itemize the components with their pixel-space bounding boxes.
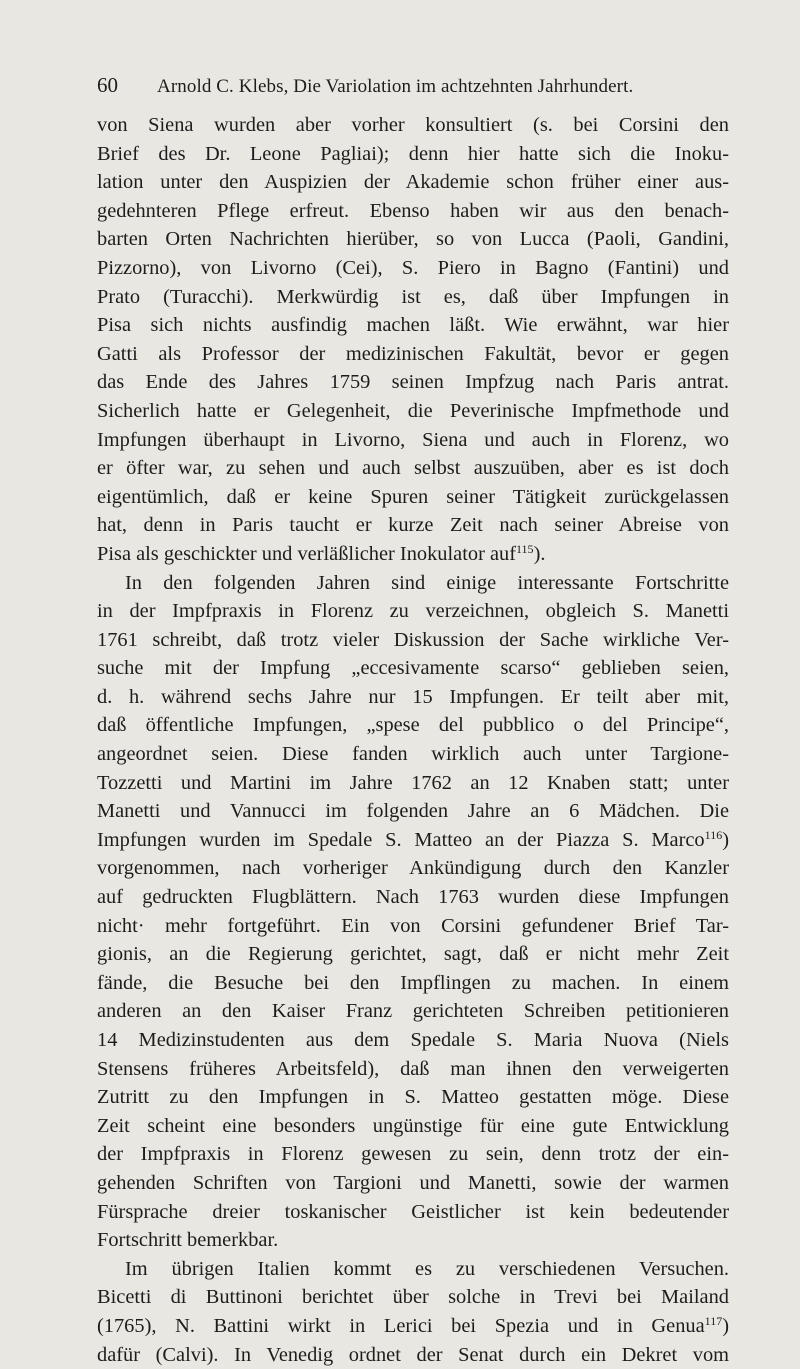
text-line: [97, 197, 729, 226]
text-line: [97, 1055, 729, 1084]
text-line-content: d. h. während sechs Jahre nur 15 Impfungen. Er teilt aber mit,: [97, 685, 729, 708]
text-line-content: Tozzetti und Martini im Jahre 1762 an 12 Knaben statt; unter: [97, 771, 729, 794]
text-line: [97, 940, 729, 969]
text-line-content: gedehnteren Pflege erfreut. Ebenso haben wir aus den benach-: [97, 199, 729, 222]
text-line: [97, 683, 729, 712]
text-line: [97, 826, 729, 855]
text-line-content: fände, die Besuche bei den Impflingen zu machen. In einem: [97, 971, 729, 994]
text-line: [97, 1341, 729, 1369]
text-line: [97, 626, 729, 655]
text-line: [97, 1083, 729, 1112]
footnote-ref: 116: [704, 827, 723, 842]
text-line-content: er öfter war, zu sehen und auch selbst auszuüben, aber es ist doch: [97, 457, 729, 480]
text-line-content: eigentümlich, daß er keine Spuren seiner Tätigkeit zurückgelassen: [97, 485, 729, 508]
text-line-content: hat, denn in Paris taucht er kurze Zeit nach seiner Abreise von: [97, 514, 729, 537]
text-line-content: von Siena wurden aber vorher konsultiert (s. bei Corsini den: [97, 114, 729, 136]
text-line-content: gionis, an die Regierung gerichtet, sagt, daß er nicht mehr Zeit: [97, 943, 729, 966]
text-line: [97, 511, 729, 540]
text-line: [97, 1140, 729, 1169]
text-line-content: barten Orten Nachrichten hierüber, so von Lucca (Paoli, Gandini,: [97, 228, 729, 251]
text-line: [97, 797, 729, 826]
text-line: [97, 769, 729, 798]
text-line: [97, 1026, 729, 1055]
text-line: [97, 1169, 729, 1198]
text-line-content: dafür (Calvi). In Venedig ordnet der Senat durch ein Dekret vom: [97, 1343, 729, 1366]
text-line-content: Fortschritt bemerkbar.: [97, 1229, 279, 1252]
text-line-content: Pisa sich nichts ausfindig machen läßt. Wie erwähnt, war hier: [97, 314, 729, 337]
text-line-content: Pisa als geschickter und verläßlicher Inokulator auf: [97, 542, 516, 565]
text-line: [97, 1198, 729, 1227]
text-line-content: nicht· mehr fortgeführt. Ein von Corsini gefundener Brief Tar-: [97, 914, 729, 937]
text-line-content: lation unter den Auspizien der Akademie schon früher einer aus-: [97, 171, 729, 194]
text-line-content: In den folgenden Jahren sind einige interessante Fortschritte: [125, 571, 729, 594]
text-line: [97, 368, 729, 397]
text-line: [97, 111, 729, 140]
text-line-content: Prato (Turacchi). Merkwürdig ist es, daß über Impfungen in: [97, 285, 729, 308]
text-line: [97, 483, 729, 512]
footnote-ref: 115: [516, 541, 534, 556]
text-line: [97, 912, 729, 941]
text-line: [97, 883, 729, 912]
text-line: [97, 969, 729, 998]
page-number: 60: [97, 73, 118, 97]
text-line-content: Impfungen wurden im Spedale S. Matteo an der Piazza S. Marco: [97, 828, 705, 851]
text-line-content: 1761 schreibt, daß trotz vieler Diskussion der Sache wirkliche Ver-: [97, 628, 729, 651]
text-line: [97, 711, 729, 740]
text-line: [97, 426, 729, 455]
text-line: [97, 540, 729, 569]
text-line-tail: ): [722, 1314, 729, 1337]
text-line: [97, 254, 729, 283]
text-line: [97, 168, 729, 197]
text-line-content: Impfungen überhaupt in Livorno, Siena und auch in Florenz, wo: [97, 428, 729, 451]
text-line: [97, 283, 729, 312]
text-line: [97, 740, 729, 769]
text-line: [97, 311, 729, 340]
text-line: [97, 1283, 729, 1312]
text-line: [97, 140, 729, 169]
text-line-content: Gatti als Professor der medizinischen Fakultät, bevor er gegen: [97, 342, 729, 365]
text-line-content: Pizzorno), von Livorno (Cei), S. Piero in Bagno (Fantini) und: [97, 256, 729, 279]
text-line-content: gehenden Schriften von Targioni und Manetti, sowie der warmen: [97, 1171, 729, 1194]
text-line-content: Bicetti di Buttinoni berichtet über solche in Trevi bei Mailand: [97, 1286, 729, 1309]
text-line: [97, 1226, 729, 1255]
text-line: [97, 1112, 729, 1141]
text-line-content: in der Impfpraxis in Florenz zu verzeichnen, obgleich S. Manetti: [97, 600, 729, 623]
text-line-content: das Ende des Jahres 1759 seinen Impfzug nach Paris antrat.: [97, 371, 729, 394]
text-line-content: daß öffentliche Impfungen, „spese del pubblico o del Principe“,: [97, 714, 729, 737]
text-line: [97, 1312, 729, 1341]
text-line-content: angeordnet seien. Diese fanden wirklich auch unter Targione-: [97, 743, 729, 766]
text-line: [97, 397, 729, 426]
text-line: [97, 454, 729, 483]
text-line-content: (1765), N. Battini wirkt in Lerici bei Spezia und in Genua: [97, 1314, 705, 1337]
text-line: [97, 854, 729, 883]
text-line-content: Zutritt zu den Impfungen in S. Matteo gestatten möge. Diese: [97, 1086, 729, 1109]
text-line-content: suche mit der Impfung „eccesivamente scarso“ geblieben seien,: [97, 657, 729, 680]
running-head: Arnold C. Klebs, Die Variolation im achtzehnten Jahrhundert.: [157, 76, 634, 97]
text-line-content: Manetti und Vannucci im folgenden Jahre an 6 Mädchen. Die: [97, 800, 729, 823]
footnote-ref: 117: [704, 1313, 723, 1328]
text-line-content: anderen an den Kaiser Franz gerichteten Schreiben petitionieren: [97, 1000, 729, 1023]
page-header: [97, 73, 727, 101]
text-line-tail: ): [722, 828, 729, 851]
text-line: [97, 597, 729, 626]
text-line: [97, 1255, 729, 1284]
text-line: [97, 340, 729, 369]
text-line-content: Sicherlich hatte er Gelegenheit, die Peverinische Impfmethode und: [97, 399, 729, 422]
text-line-content: auf gedruckten Flugblättern. Nach 1763 wurden diese Impfungen: [97, 886, 729, 909]
text-line: [97, 225, 729, 254]
text-line-content: Im übrigen Italien kommt es zu verschiedenen Versuchen.: [125, 1257, 729, 1280]
text-line-content: Fürsprache dreier toskanischer Geistlicher ist kein bedeutender: [97, 1200, 729, 1223]
text-line: [97, 569, 729, 598]
text-line: [97, 997, 729, 1026]
text-line-content: 14 Medizinstudenten aus dem Spedale S. Maria Nuova (Niels: [97, 1029, 729, 1051]
text-line-content: Zeit scheint eine besonders ungünstige für eine gute Entwicklung: [97, 1114, 729, 1137]
text-line-content: der Impfpraxis in Florenz gewesen zu sein, denn trotz der ein-: [97, 1143, 729, 1166]
text-line: [97, 654, 729, 683]
text-line-content: vorgenommen, nach vorheriger Ankündigung durch den Kanzler: [97, 857, 729, 880]
text-line-content: Stensens früheres Arbeitsfeld), daß man ihnen den verweigerten: [97, 1057, 729, 1080]
text-line-content: Brief des Dr. Leone Pagliai); denn hier hatte sich die Inoku-: [97, 142, 729, 165]
body-text: [97, 111, 729, 1369]
text-line-tail: ).: [533, 542, 546, 565]
